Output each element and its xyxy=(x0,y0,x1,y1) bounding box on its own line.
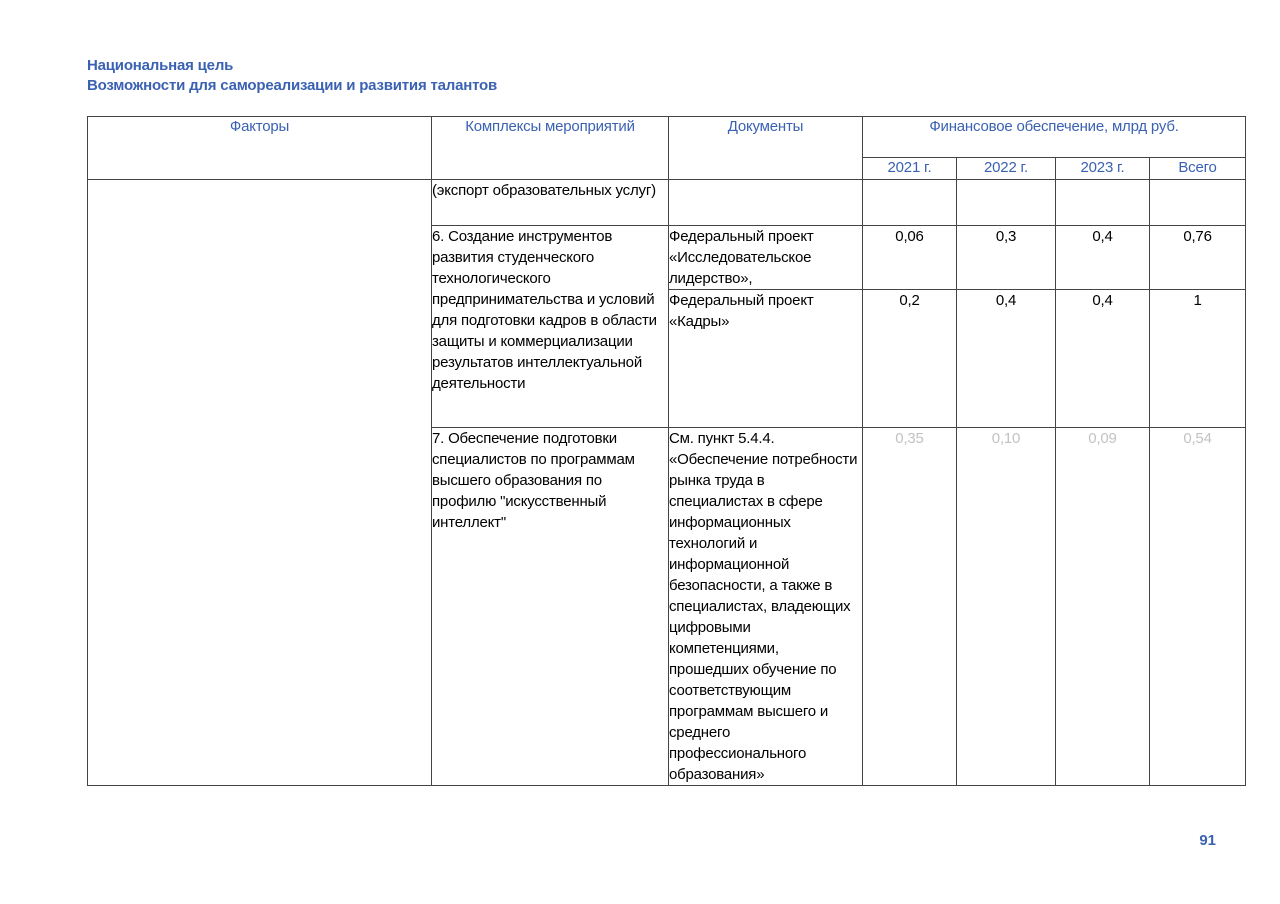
value-total: 1 xyxy=(1150,290,1246,428)
value-2021: 0,06 xyxy=(863,226,957,290)
value-cell-empty xyxy=(863,180,957,226)
header-year-2023: 2023 г. xyxy=(1056,158,1150,180)
measure-6-cell: 6. Создание инструментов развития студенческого технологического предпринимательства и условий для подготовки кадров в области защиты и коммерциализации результатов интеллектуальной деятельности xyxy=(432,226,669,428)
page-heading xyxy=(87,56,497,96)
header-measures: Комплексы мероприятий xyxy=(432,117,669,180)
value-2022: 0,10 xyxy=(957,428,1056,786)
measure-export-cell: (экспорт образовательных услуг) xyxy=(432,180,669,226)
document-cadres: Федеральный проект «Кадры» xyxy=(669,290,863,428)
value-total: 0,76 xyxy=(1150,226,1246,290)
value-cell-empty xyxy=(1150,180,1246,226)
value-2021: 0,35 xyxy=(863,428,957,786)
header-total: Всего xyxy=(1150,158,1246,180)
document-research-leadership: Федеральный проект «Исследовательское лидерство», xyxy=(669,226,863,290)
header-factors: Факторы xyxy=(88,117,432,180)
measure-7-cell: 7. Обеспечение подготовки специалистов по программам высшего образования по профилю "искусственный интеллект" xyxy=(432,428,669,786)
value-2021: 0,2 xyxy=(863,290,957,428)
value-total: 0,54 xyxy=(1150,428,1246,786)
value-2023: 0,4 xyxy=(1056,226,1150,290)
value-2022: 0,3 xyxy=(957,226,1056,290)
value-2023: 0,4 xyxy=(1056,290,1150,428)
header-funding: Финансовое обеспечение, млрд руб. xyxy=(863,117,1246,158)
value-cell-empty xyxy=(1056,180,1150,226)
header-year-2022: 2022 г. xyxy=(957,158,1056,180)
header-documents: Документы xyxy=(669,117,863,180)
factors-cell xyxy=(88,180,432,786)
document-see-5-4-4: См. пункт 5.4.4. «Обеспечение потребности рынка труда в специалистах в сфере информационных технологий и информационной безопасности, а также в специалистах, владеющих цифровыми компетенциями, прошедших обучение по соответствующим программам высшего и среднего профессионального образования» xyxy=(669,428,863,786)
national-goal-title: Возможности для самореализации и развития талантов xyxy=(87,77,498,94)
table-row xyxy=(88,180,1246,226)
value-2023: 0,09 xyxy=(1056,428,1150,786)
document-cell-empty xyxy=(669,180,863,226)
funding-table xyxy=(87,116,1246,786)
value-2022: 0,4 xyxy=(957,290,1056,428)
value-cell-empty xyxy=(957,180,1056,226)
header-year-2021: 2021 г. xyxy=(863,158,957,180)
national-goal-label: Национальная цель xyxy=(87,57,234,74)
table-header-row xyxy=(88,117,1246,158)
page-number: 91 xyxy=(1199,832,1216,849)
